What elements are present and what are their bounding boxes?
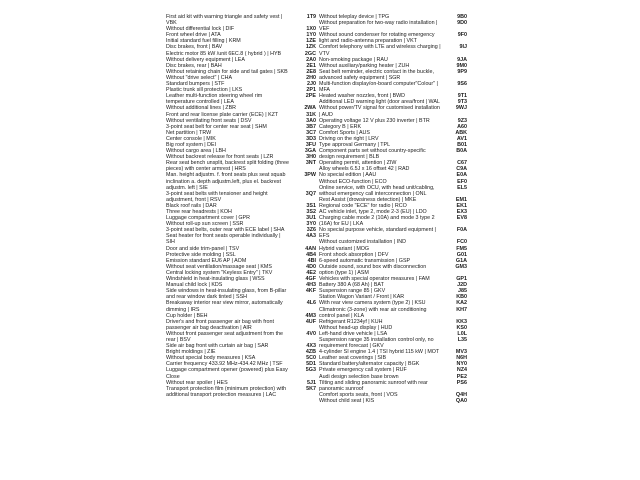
equipment-description: Regional code "ECE" for radio | RCO bbox=[319, 202, 407, 209]
option-code: N6H bbox=[456, 355, 467, 362]
option-code: FM5 bbox=[456, 245, 467, 252]
option-code: KB0 bbox=[456, 294, 467, 301]
equipment-row bbox=[319, 20, 467, 32]
equipment-description: Front and rear license plate carrier (ECE) | KZT bbox=[166, 111, 279, 118]
equipment-description: Without "drive select" | CHA bbox=[166, 74, 233, 81]
option-code: 2PE bbox=[305, 93, 316, 100]
equipment-description: Big roof system | DEI bbox=[166, 141, 217, 148]
option-code: Q4H bbox=[455, 391, 467, 398]
equipment-description: 6-speed automatic transmission | GSP bbox=[319, 257, 411, 264]
option-code: 2WA bbox=[304, 105, 316, 112]
option-code: B0A bbox=[456, 148, 467, 155]
option-code: G1A bbox=[455, 257, 467, 264]
equipment-description: Without additional lines | ZBR bbox=[166, 105, 236, 112]
option-code: ABK bbox=[455, 129, 467, 136]
option-code: L0L bbox=[457, 330, 467, 337]
equipment-description: Multi-function display/on-board computer"Colour" | MFA bbox=[319, 81, 438, 94]
equipment-description: Driving on the right | LRV bbox=[319, 135, 379, 142]
equipment-row bbox=[166, 191, 316, 203]
option-code: 4X3 bbox=[306, 343, 316, 350]
option-code: 3NT bbox=[305, 160, 316, 167]
option-code: 9P9 bbox=[457, 68, 467, 75]
option-code: EF0 bbox=[457, 178, 467, 185]
option-code: AV1 bbox=[456, 135, 467, 142]
option-code: 4V0 bbox=[306, 330, 316, 337]
equipment-description: Driver's and front passenger air bag with front passenger air bag deactivation | AIR bbox=[166, 318, 274, 331]
equipment-row bbox=[166, 14, 316, 26]
equipment-description: Online service, with OCU, with head unit/cabling, without emergency call interconnection | ONL bbox=[319, 184, 435, 197]
equipment-description: First aid kit with warning triangle and safety vest | VBK bbox=[166, 14, 283, 27]
option-code: 4BI bbox=[307, 257, 316, 264]
equipment-description: Black roof rails | DAR bbox=[166, 202, 217, 209]
equipment-description: Luggage compartment cover | GPR bbox=[166, 215, 250, 222]
option-code: 9WJ bbox=[455, 105, 467, 112]
option-code: FC0 bbox=[456, 239, 467, 246]
equipment-description: Door and side trim-panel | TSV bbox=[166, 245, 240, 252]
equipment-description: Without preparation for two-way radio installation | VEF bbox=[319, 20, 438, 33]
option-code: 3U1 bbox=[306, 215, 316, 222]
option-code: 2E8 bbox=[306, 68, 316, 75]
equipment-row bbox=[319, 227, 467, 239]
equipment-description: Operating permit, attention | ZIW bbox=[319, 160, 397, 167]
equipment-description: Refrigerant R1234yf | KUH bbox=[319, 318, 383, 325]
option-code: KH7 bbox=[456, 306, 467, 313]
option-code: 3FU bbox=[305, 141, 316, 148]
equipment-row bbox=[166, 331, 316, 343]
option-code: J2D bbox=[457, 282, 467, 289]
equipment-description: Comfort telephony with LTE and wireless charging | VTV bbox=[319, 44, 441, 57]
equipment-description: Electric motor 85 kW /unit 6EC.8 ( hybrid ) | HYB bbox=[166, 50, 282, 57]
equipment-row bbox=[166, 386, 316, 398]
option-code: 3D3 bbox=[306, 135, 316, 142]
equipment-description: Component parts set without country-specific design requirement | BLB bbox=[319, 148, 426, 161]
option-code: 9S6 bbox=[457, 81, 467, 88]
option-code: QA0 bbox=[455, 397, 467, 404]
equipment-description: Carrier frequency 433.92 MHz-434.42 MHz | TSF bbox=[166, 361, 283, 368]
equipment-description: Left-hand drive vehicle | LSA bbox=[319, 330, 388, 337]
option-code: 2E1 bbox=[306, 62, 316, 69]
option-code: 9B0 bbox=[457, 14, 467, 20]
equipment-description: Center console | MIK bbox=[166, 135, 216, 142]
equipment-description: Rest Assist (drowsiness detection) | MKE bbox=[319, 196, 417, 203]
equipment-description: 3-point seat belts, outer rear with ECE label | SHA bbox=[166, 227, 285, 234]
option-code: EL5 bbox=[457, 184, 467, 191]
equipment-description: AC vehicle inlet, type 2, mode 2-3 (EU) | LDO bbox=[319, 209, 427, 215]
equipment-description: Outside sound, sound box with disconnection option (type 1) | ASM bbox=[319, 263, 427, 276]
equipment-description: Standard bumpers | STF bbox=[166, 81, 225, 88]
equipment-row bbox=[166, 288, 316, 300]
option-code: 3S2 bbox=[306, 209, 316, 215]
option-code: 9D0 bbox=[457, 20, 467, 27]
equipment-description: Protective side molding | SSL bbox=[166, 251, 236, 258]
option-code: 3Z6 bbox=[306, 227, 316, 234]
equipment-description: Without backrest release for front seats | LZR bbox=[166, 154, 274, 161]
equipment-row bbox=[166, 160, 316, 172]
option-code: 4UF bbox=[305, 318, 316, 325]
equipment-description: Rear seat bench unsplit, backrest split folding (three pieces) with center armrest | HRS bbox=[166, 160, 289, 173]
option-code: 4ZB bbox=[305, 349, 316, 356]
option-code: PS6 bbox=[456, 379, 467, 386]
equipment-row bbox=[319, 105, 467, 117]
option-code: 3PW bbox=[304, 172, 316, 179]
equipment-row bbox=[319, 398, 467, 404]
equipment-row bbox=[319, 44, 467, 56]
option-code: C9A bbox=[456, 166, 467, 173]
option-code: 9JA bbox=[457, 56, 467, 63]
equipment-description: Without auxiliary/parking heater | ZUH bbox=[319, 62, 410, 69]
option-code: GM3 bbox=[455, 263, 467, 270]
option-code: 9T1 bbox=[457, 93, 467, 100]
equipment-description: Plastic trunk sill protection | LKS bbox=[166, 87, 243, 94]
option-code: 2P1 bbox=[306, 87, 316, 94]
equipment-description: Private emergency call system | RUF bbox=[319, 367, 407, 374]
equipment-description: Non-smoking package | RAU bbox=[319, 56, 388, 63]
equipment-description: 3-point seat belt for center rear seat | SHM bbox=[166, 123, 267, 130]
equipment-description: Tilting and sliding panoramic sunroof with rear panoramic sunroof bbox=[319, 379, 428, 392]
option-code: 4M3 bbox=[305, 312, 316, 319]
option-code: KS0 bbox=[456, 324, 467, 331]
equipment-row bbox=[166, 172, 316, 190]
equipment-description: Front wheel drive | ATA bbox=[166, 32, 221, 39]
option-code: B01 bbox=[457, 141, 467, 148]
equipment-description: Without roll-up sun screen | SSR bbox=[166, 221, 244, 228]
option-code: EK1 bbox=[456, 202, 467, 209]
equipment-description: Manual child lock | KDS bbox=[166, 282, 223, 289]
option-code: 3S1 bbox=[306, 202, 316, 209]
equipment-description: 3-point seat belts with tensioner and height adjustment, front | RSV bbox=[166, 190, 268, 203]
equipment-description: Without cargo area | LBH bbox=[166, 148, 226, 155]
option-code: 5D1 bbox=[306, 361, 316, 368]
option-code: 9M0 bbox=[456, 62, 467, 69]
equipment-description: Suspension range 35 installation control only, no requirement forecast | GKV bbox=[319, 336, 434, 350]
option-code: 4E2 bbox=[306, 269, 316, 276]
equipment-description: No special edition | AAU bbox=[319, 172, 377, 179]
option-code: NY0 bbox=[456, 361, 467, 368]
option-code: 2H0 bbox=[306, 74, 316, 81]
equipment-row bbox=[319, 264, 467, 276]
option-code: L35 bbox=[457, 336, 467, 343]
equipment-description: Initial standard fuel filling | KRM bbox=[166, 38, 241, 45]
equipment-row bbox=[319, 69, 467, 81]
equipment-description: Central locking system "Keyless Entry" | TKV bbox=[166, 269, 273, 276]
equipment-description: Without seat ventilation/massage seat | KMS bbox=[166, 263, 272, 270]
equipment-description: Without delivery equipment | LEA bbox=[166, 56, 245, 63]
option-code: 4AN bbox=[305, 245, 316, 252]
equipment-row bbox=[166, 367, 316, 379]
equipment-description: Hybrid variant | MOG bbox=[319, 245, 370, 252]
option-code: E0A bbox=[456, 172, 467, 179]
option-code: PE2 bbox=[456, 373, 467, 380]
equipment-row bbox=[166, 300, 316, 312]
equipment-description: Leather seat coverings | SIB bbox=[319, 355, 387, 362]
equipment-description: Additional LED warning light (door area/front | WAL bbox=[319, 99, 440, 106]
equipment-description: Alloy wheels 6.5J x 16 offset 42 | RAD bbox=[319, 166, 410, 173]
equipment-description: Climatronic (3-zone) with rear air conditioning control panel | KLA bbox=[319, 306, 427, 319]
equipment-row bbox=[319, 32, 467, 44]
option-code: 3B7 bbox=[306, 123, 316, 130]
option-code: 1ZE bbox=[306, 38, 316, 45]
equipment-description: Charging cable mode 2 (10A) and mode 3 type 2 (16A) for EU | LKA bbox=[319, 215, 435, 228]
option-code: A60 bbox=[457, 123, 467, 130]
option-code: 1X0 bbox=[306, 26, 316, 33]
option-code: 1ZK bbox=[305, 44, 316, 51]
option-code: 9Z3 bbox=[457, 117, 467, 124]
option-code: 4D0 bbox=[306, 263, 316, 270]
equipment-list-right bbox=[319, 14, 467, 404]
equipment-description: No special purpose vehicle, standard equipment | EFS bbox=[319, 227, 436, 240]
option-code: KK3 bbox=[456, 318, 467, 325]
equipment-description: Without head-up display | HUD bbox=[319, 324, 393, 331]
equipment-description: Cup holder | BEH bbox=[166, 312, 208, 319]
option-code: 4L6 bbox=[306, 300, 316, 307]
equipment-row bbox=[166, 233, 316, 245]
equipment-description: Disc brakes, front | BAV bbox=[166, 44, 223, 51]
equipment-description: Bright moldings | ZIE bbox=[166, 349, 216, 356]
option-code: C67 bbox=[457, 160, 467, 167]
equipment-description: Battery 380 A (68 Ah) | BAT bbox=[319, 282, 384, 289]
option-code: J85 bbox=[458, 288, 467, 295]
equipment-description: With rear view camera system (type 2) | KSU bbox=[319, 300, 426, 307]
equipment-description: Without ventilating front seats | DSV bbox=[166, 117, 252, 124]
equipment-description: Without sound condenser for rotating emergency light and radio-antenna preparation | VKT bbox=[319, 32, 435, 45]
equipment-description: Type approval Germany | TPL bbox=[319, 141, 391, 148]
option-code: 2GC bbox=[304, 50, 316, 57]
option-code: 9IJ bbox=[459, 44, 467, 51]
equipment-description: Suspension range 85 | GKV bbox=[319, 288, 386, 295]
option-code: 5C0 bbox=[306, 355, 316, 362]
option-code: EV8 bbox=[456, 215, 467, 222]
equipment-description: Side windows in heat-insulating glass, from B-pillar and rear window dark tinted | SSH bbox=[166, 288, 287, 301]
option-code: 4H3 bbox=[306, 282, 316, 289]
equipment-description: Vehicles with special operator measures | FAM bbox=[319, 276, 430, 283]
equipment-description: Net partition | TRW bbox=[166, 129, 212, 136]
equipment-description: Without rear spoiler | HES bbox=[166, 379, 228, 386]
equipment-description: Station Wagon Variant / Front | KAR bbox=[319, 294, 405, 301]
equipment-description: Without special body measures | KSA bbox=[166, 355, 256, 362]
equipment-description: Disc brakes, rear | BAH bbox=[166, 62, 222, 69]
equipment-description: Front shock absorption | DFV bbox=[319, 251, 389, 258]
option-code: 5J1 bbox=[307, 379, 316, 386]
equipment-description: Side air bag front with curtain air bag | SAR bbox=[166, 343, 269, 350]
option-code: 5K7 bbox=[306, 385, 316, 392]
option-code: 2J0 bbox=[307, 81, 316, 88]
equipment-row bbox=[319, 185, 467, 197]
equipment-description: Standard battery/alternator capacity | BGK bbox=[319, 361, 420, 368]
equipment-description: Operating voltage 12 V plus 230 inverter | BTR bbox=[319, 117, 430, 124]
equipment-row bbox=[319, 215, 467, 227]
option-code: G01 bbox=[456, 251, 467, 258]
option-code: F0A bbox=[456, 227, 467, 234]
option-code: 2A0 bbox=[306, 56, 316, 63]
equipment-description: Emission standard EU6 AP | AOM bbox=[166, 257, 247, 264]
equipment-row bbox=[166, 93, 316, 105]
option-code: 1T9 bbox=[306, 14, 316, 20]
option-code: EM1 bbox=[455, 196, 467, 203]
equipment-description: Without ECO-function | ECO bbox=[319, 178, 387, 185]
equipment-description: Without differential lock | DIF bbox=[166, 26, 235, 33]
option-code: 3H0 bbox=[306, 154, 316, 161]
option-code: 9F0 bbox=[457, 32, 467, 39]
equipment-description: Without customized installation | IND bbox=[319, 239, 406, 246]
equipment-description: Man. height adjustm. f. front seats plus seat squab inclination a. depth adjustm.left, plus el. backrest adjustm. left | SIE bbox=[166, 172, 286, 191]
equipment-description: Without front passenger seat adjustment from the rear | BSV bbox=[166, 330, 284, 343]
option-code: KA2 bbox=[456, 300, 467, 307]
equipment-description: Seat belt reminder, electric contact in the buckle, advanced safety equipment | SGR bbox=[319, 68, 434, 81]
option-code: 1Y0 bbox=[306, 32, 316, 39]
equipment-description: Without child seat | KIS bbox=[319, 397, 375, 404]
equipment-description: Breakaway interior rear view mirror, automatically dimming | IRS bbox=[166, 300, 283, 313]
option-code: 5G3 bbox=[305, 367, 316, 374]
option-code: MV3 bbox=[455, 349, 467, 356]
option-code: 3Q7 bbox=[305, 190, 316, 197]
equipment-description: Comfort Sports | AUS bbox=[319, 129, 370, 136]
equipment-description: Audi design selection base brown bbox=[319, 373, 399, 380]
equipment-description: Heated washer nozzles, front | BWD bbox=[319, 93, 406, 100]
equipment-row bbox=[319, 380, 467, 392]
option-code: 3A0 bbox=[306, 117, 316, 124]
equipment-description: Comfort sports seats, front | VOS bbox=[319, 391, 398, 398]
option-code: NZ4 bbox=[456, 367, 467, 374]
option-code: 4B4 bbox=[306, 251, 316, 258]
equipment-description: Without retaining chain for side and tail gates | SKB bbox=[166, 68, 288, 75]
option-code: 31K bbox=[306, 111, 316, 118]
equipment-row bbox=[319, 307, 467, 319]
equipment-row bbox=[319, 148, 467, 160]
option-code: 9T3 bbox=[457, 99, 467, 106]
option-code: 4KF bbox=[305, 288, 316, 295]
equipment-description: Category B | ERK bbox=[319, 123, 362, 130]
equipment-description: Luggage compartment opener (powered) plus Easy Close bbox=[166, 367, 288, 380]
equipment-row bbox=[319, 337, 467, 349]
option-code: 4GF bbox=[305, 276, 316, 283]
equipment-description: Windshield in heat-insulating glass | WSS bbox=[166, 276, 265, 283]
option-code: 3Y0 bbox=[306, 221, 316, 228]
equipment-row bbox=[166, 319, 316, 331]
equipment-description: Seat heater for front seats operable individually | SIH bbox=[166, 233, 281, 246]
option-code: GP1 bbox=[456, 276, 467, 283]
equipment-list-left bbox=[166, 14, 316, 398]
option-code: 4A3 bbox=[306, 233, 316, 240]
option-code: EX3 bbox=[456, 209, 467, 215]
equipment-description: Without teleplay device | TPG bbox=[319, 14, 390, 20]
option-code: 3C7 bbox=[306, 129, 316, 136]
equipment-description: 4-cylinder SI engine 1.4 | TSI hybrid 115 kW | MOT bbox=[319, 349, 440, 356]
equipment-description: Transport protection film (minimum protection) with additional transport protection measures | LAC bbox=[166, 385, 287, 398]
equipment-description: Leather multi-function steering wheel rim temperature controlled | LEA bbox=[166, 93, 263, 106]
equipment-description: Three rear headrests | KOH bbox=[166, 209, 232, 215]
equipment-description: Without power/TV signal for customised installation | AUD bbox=[319, 105, 440, 118]
equipment-row bbox=[319, 81, 467, 93]
option-code: 3GA bbox=[304, 148, 316, 155]
